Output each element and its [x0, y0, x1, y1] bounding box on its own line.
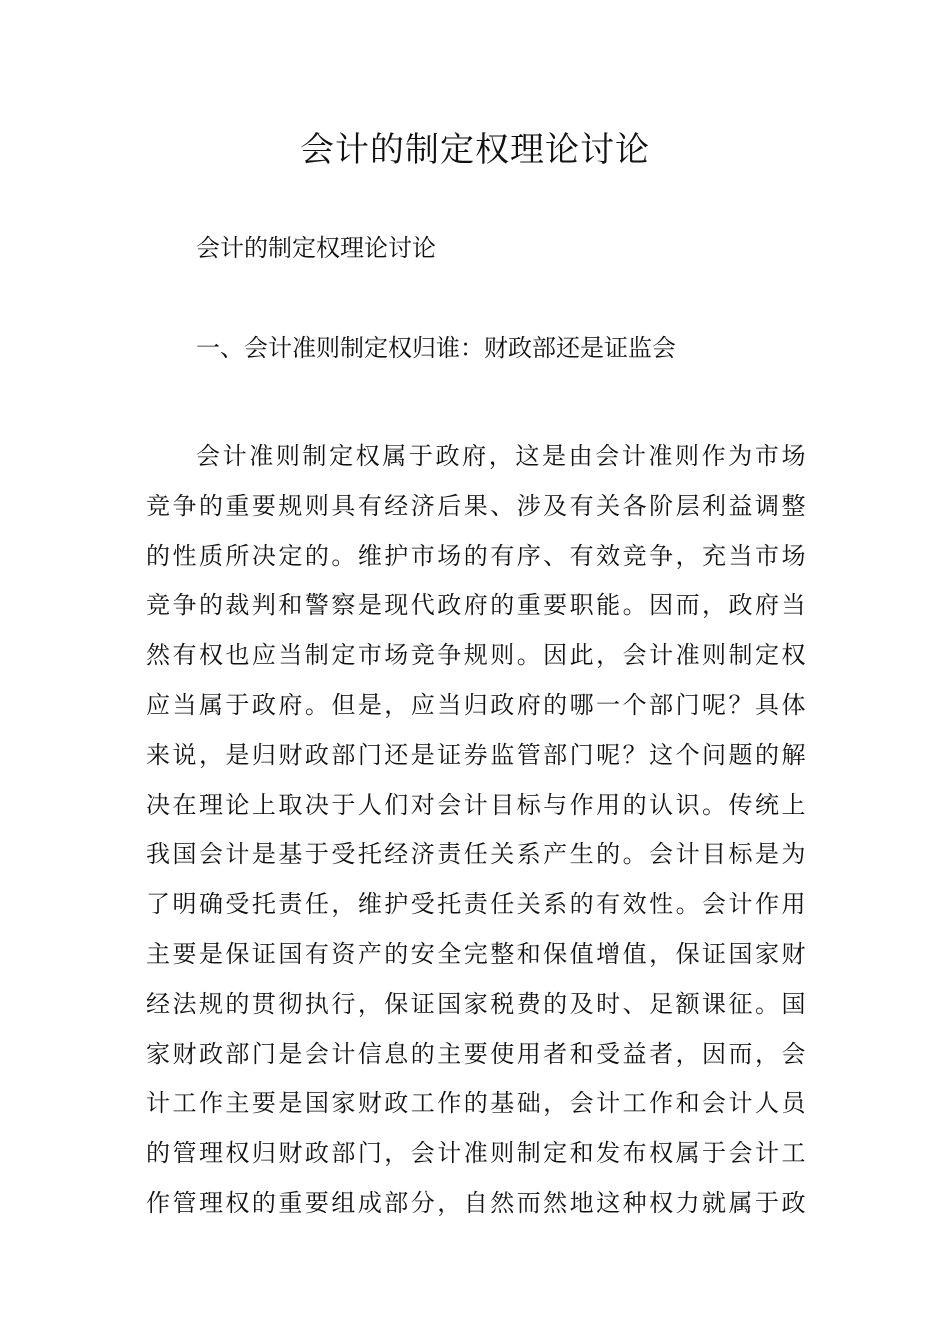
paragraph-line: 经法规的贯彻执行，保证国家税费的及时、足额课征。国 — [146, 989, 806, 1018]
paragraph-line: 家财政部门是会计信息的主要使用者和受益者，因而，会 — [146, 1039, 806, 1068]
paragraph-line: 计工作主要是国家财政工作的基础，会计工作和会计人员 — [146, 1089, 806, 1118]
document-title: 会计的制定权理论讨论 — [300, 130, 650, 170]
paragraph-line: 作管理权的重要组成部分，自然而然地这种权力就属于政 — [146, 1188, 806, 1217]
paragraph-line: 竞争的重要规则具有经济后果、涉及有关各阶层利益调整 — [146, 491, 806, 520]
body-paragraph — [146, 432, 806, 1229]
paragraph-line: 我国会计是基于受托经济责任关系产生的。会计目标是为 — [146, 840, 806, 869]
paragraph-line: 来说，是归财政部门还是证券监管部门呢？这个问题的解 — [146, 740, 806, 769]
section-heading: 一、会计准则制定权归谁：财政部还是证监会 — [196, 334, 676, 362]
paragraph-line: 的性质所决定的。维护市场的有序、有效竞争，充当市场 — [146, 541, 806, 570]
paragraph-line: 竞争的裁判和警察是现代政府的重要职能。因而，政府当 — [146, 591, 806, 620]
document-subtitle: 会计的制定权理论讨论 — [196, 234, 436, 262]
paragraph-line: 的管理权归财政部门，会计准则制定和发布权属于会计工 — [146, 1139, 806, 1168]
paragraph-line: 应当属于政府。但是，应当归政府的哪一个部门呢？具体 — [146, 690, 806, 719]
paragraph-line: 然有权也应当制定市场竞争规则。因此，会计准则制定权 — [146, 641, 806, 670]
paragraph-line: 主要是保证国有资产的安全完整和保值增值，保证国家财 — [146, 939, 806, 968]
paragraph-line: 会计准则制定权属于政府，这是由会计准则作为市场 — [196, 442, 806, 470]
paragraph-line: 决在理论上取决于人们对会计目标与作用的认识。传统上 — [146, 790, 806, 819]
paragraph-line: 了明确受托责任，维护受托责任关系的有效性。会计作用 — [146, 890, 806, 919]
